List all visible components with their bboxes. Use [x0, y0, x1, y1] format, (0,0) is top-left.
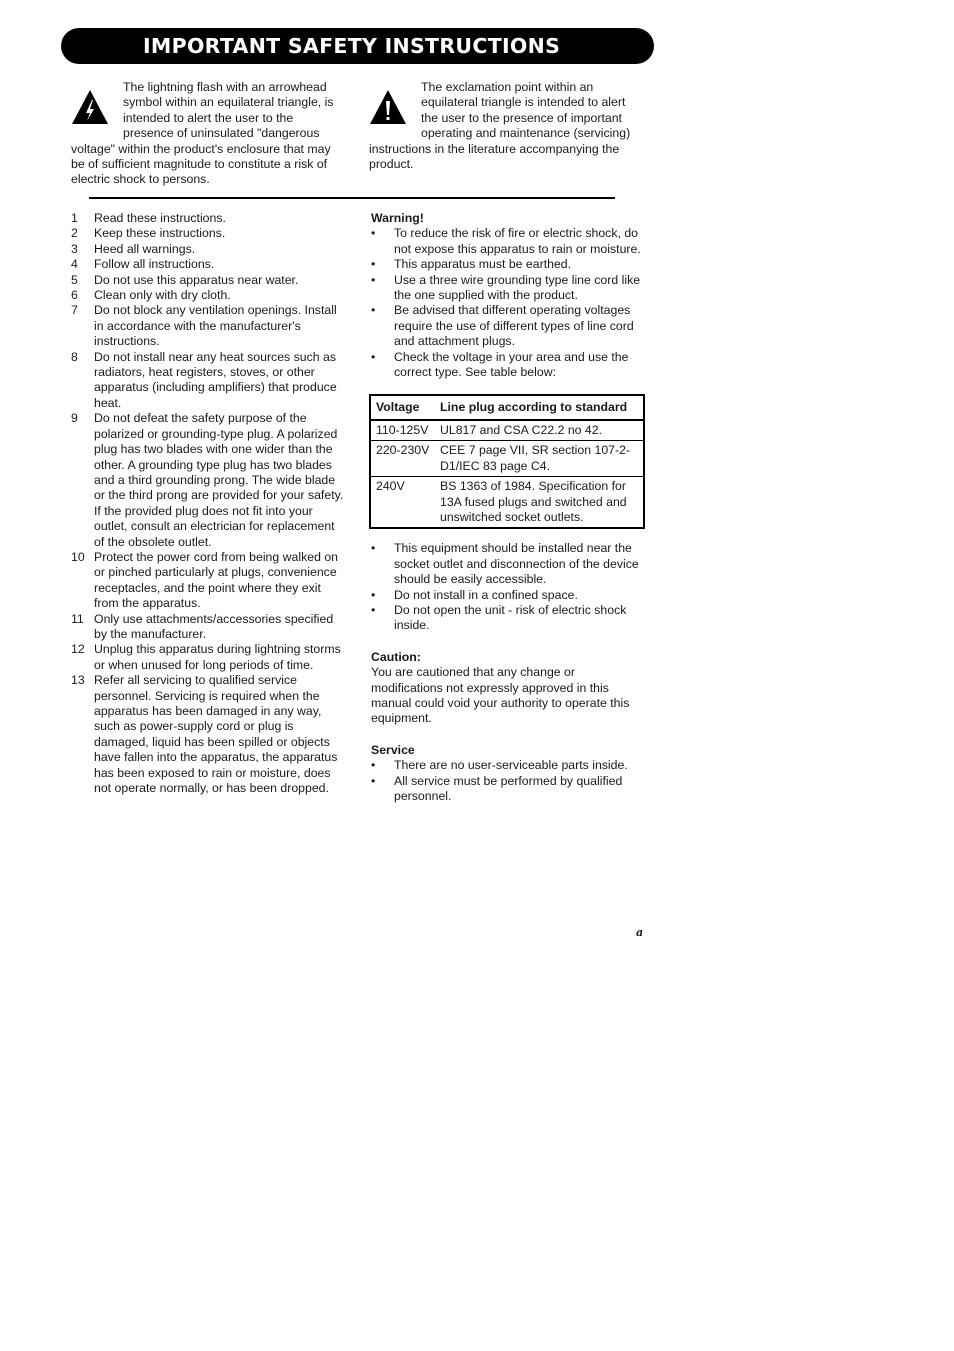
warning-item: • This apparatus must be earthed.: [371, 257, 649, 272]
instruction-item: [71, 211, 346, 226]
warning-heading: Warning!: [371, 211, 424, 225]
caution-text: You are cautioned that any change or modifications not expressly approved in this manual could void your authority to operate this equipment.: [371, 665, 630, 726]
warning-item: • Check the voltage in your area and use the correct type. See table below:: [371, 350, 649, 381]
instruction-item: [71, 226, 346, 241]
exclamation-symbol-explanation: [369, 80, 641, 172]
caution-heading: Caution:: [371, 649, 421, 664]
instruction-text: Protect the power cord from being walked on or pinched particularly at plugs, convenience receptacles, and the point where they exit from the apparatus.: [94, 549, 339, 611]
instruction-number: 9: [71, 411, 78, 426]
service-list: [371, 758, 649, 804]
standard-cell: BS 1363 of 1984. Specification for 13A fused plugs and switched and unswitched socket outlets.: [435, 477, 644, 529]
title-banner: [61, 28, 654, 64]
instruction-number: 6: [71, 288, 78, 303]
table-header-voltage: Voltage: [376, 400, 420, 415]
instruction-item: [71, 350, 346, 412]
install-notes-list: [371, 541, 649, 633]
instruction-text: Clean only with dry cloth.: [94, 288, 231, 303]
section-divider: [89, 197, 615, 199]
instruction-text: Heed all warnings.: [94, 241, 196, 256]
table-row: [370, 420, 644, 441]
instruction-number: 10: [71, 549, 85, 564]
instruction-text: Unplug this apparatus during lightning storms or when unused for long periods of time.: [94, 642, 341, 672]
table-header-standard: Line plug according to standard: [440, 400, 628, 415]
instruction-text: Read these instructions.: [94, 211, 226, 225]
instruction-number: 11: [71, 611, 84, 626]
instruction-number: 8: [71, 349, 78, 364]
page-marker: a: [636, 926, 644, 939]
service-item: • There are no user-serviceable parts inside.: [371, 758, 649, 773]
instruction-item: [71, 673, 346, 796]
instruction-text: Only use attachments/accessories specified by the manufacturer.: [94, 611, 334, 641]
instruction-text: Refer all servicing to qualified service personnel. Servicing is required when the apparatus has been damaged in any way, such as power-supply cord or plug is damaged, liquid has been spilled or objects have fallen into the apparatus, the apparatus has been exposed to rain or moisture, does not operate normally, or has been dropped.: [94, 673, 338, 796]
instruction-item: [71, 242, 346, 257]
install-note-item: • This equipment should be installed near the socket outlet and disconnection of the device should be easily accessible.: [371, 541, 649, 587]
service-item: • All service must be performed by qualified personnel.: [371, 774, 649, 805]
instruction-number: 13: [71, 673, 85, 688]
instruction-text: Do not use this apparatus near water.: [94, 272, 299, 287]
warning-item: • Use a three wire grounding type line cord like the one supplied with the product.: [371, 273, 649, 304]
voltage-cell: 240V: [370, 477, 435, 529]
lightning-symbol-explanation: [71, 80, 346, 188]
instruction-item: [71, 273, 346, 288]
table-row: [370, 477, 644, 529]
service-heading: Service: [371, 742, 415, 757]
instruction-text: Do not block any ventilation openings. Install in accordance with the manufacturer's instructions.: [94, 303, 337, 349]
page-title: IMPORTANT SAFETY INSTRUCTIONS: [143, 34, 561, 58]
exclamation-symbol-text: The exclamation point within an equilateral triangle is intended to alert the user to the presence of important operating and maintenance (servicing) instructions in the literature accompanying the product.: [369, 80, 631, 172]
lightning-symbol-text: The lightning flash with an arrowhead symbol within an equilateral triangle, is intended to alert the user to the presence of uninsulated "dangerous voltage" within the product's enclosure that may be of sufficient magnitude to constitute a risk of electric shock to persons.: [71, 80, 334, 187]
lightning-warning-triangle-icon: [71, 88, 109, 126]
instruction-number: 4: [71, 257, 78, 272]
warnings-column: [371, 211, 649, 804]
instruction-number: 5: [71, 272, 78, 287]
instruction-item: [71, 550, 346, 612]
instruction-number: 1: [71, 211, 78, 225]
warning-item: • To reduce the risk of fire or electric shock, do not expose this apparatus to rain or moisture.: [371, 226, 649, 257]
instruction-text: Do not install near any heat sources such as radiators, heat registers, stoves, or other apparatus (including amplifiers) that produce heat.: [94, 349, 337, 410]
voltage-cell: 220-230V: [370, 441, 435, 477]
voltage-cell: 110-125V: [370, 420, 435, 441]
install-note-item: • Do not install in a confined space.: [371, 588, 649, 603]
instruction-item: [71, 642, 346, 673]
instruction-text: Follow all instructions.: [94, 257, 215, 272]
instruction-item: [71, 257, 346, 272]
warning-list: [371, 226, 649, 380]
instruction-item: [71, 303, 346, 349]
standard-cell: CEE 7 page VII, SR section 107-2-D1/IEC 83 page C4.: [435, 441, 644, 477]
line-plug-table: [369, 394, 645, 529]
instruction-item: [71, 411, 346, 550]
instruction-text: Do not defeat the safety purpose of the polarized or grounding-type plug. A polarized plug has two blades with one wider than the other. A grounding type plug has two blades and a third grounding prong. The wide blade or the third prong are provided for your safety. If the provided plug does not fit into your outlet, consult an electrician for replacement of the obsolete outlet.: [94, 411, 344, 549]
instructions-list: [71, 211, 346, 796]
table-row: [370, 441, 644, 477]
standard-cell: UL817 and CSA C22.2 no 42.: [435, 420, 644, 441]
instruction-number: 3: [71, 241, 78, 256]
instructions-column: [71, 211, 346, 796]
instruction-number: 12: [71, 642, 85, 657]
install-note-item: • Do not open the unit - risk of electric shock inside.: [371, 603, 649, 634]
instruction-text: Keep these instructions.: [94, 226, 226, 241]
exclamation-warning-triangle-icon: [369, 88, 407, 126]
table-header-row: [370, 395, 644, 419]
instruction-item: [71, 288, 346, 303]
instruction-number: 2: [71, 226, 78, 241]
instruction-number: 7: [71, 303, 78, 318]
instruction-item: [71, 612, 346, 643]
warning-item: • Be advised that different operating voltages require the use of different types of line cord and attachment plugs.: [371, 303, 649, 349]
